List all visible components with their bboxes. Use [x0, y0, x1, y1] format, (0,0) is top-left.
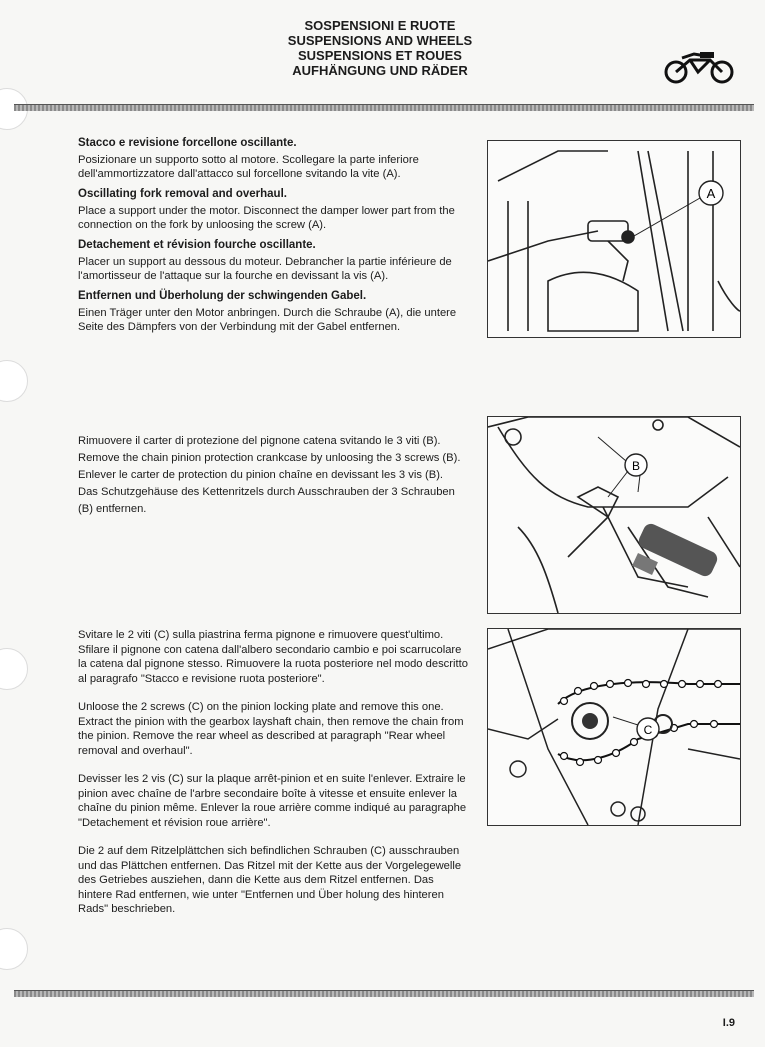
section-pinion-removal — [78, 628, 468, 923]
section-pinion-cover — [78, 433, 468, 518]
title-it: Stacco e revisione forcellone oscillante. — [78, 137, 297, 149]
body-fr: Placer un support au dessous du moteur. Debrancher la partie inférieure de l'amortisseur de l'attaque sur la fourche en devissant la vis (A). — [78, 256, 452, 282]
title-de: Entfernen und Überholung der schwingenden Gabel. — [78, 290, 367, 302]
figure-pinion-chain — [487, 628, 741, 826]
body-en: Place a support under the motor. Disconnect the damper lower part from the connection on the fork by unloosing the screw (A). — [78, 205, 455, 231]
body-en: Unloose the 2 screws (C) on the pinion locking plate and remove this one. Extract the pinion with the gearbox layshaft chain, then remove the chain from the pinion. Remove the rear wheel as described at paragraph "Rear wheel removal and overhaul". — [78, 701, 464, 757]
title-fr: Detachement et révision fourche oscillante. — [78, 239, 316, 251]
binder-hole — [0, 928, 28, 970]
top-rule — [14, 104, 754, 111]
body-fr: Enlever le carter de protection du pinion chaîne en devissant les 3 vis (B). — [78, 469, 444, 481]
figure-damper-screw — [487, 140, 741, 338]
binder-hole — [0, 648, 28, 690]
body-de: Die 2 auf dem Ritzelplättchen sich befindlichen Schrauben (C) ausschrauben und das Plättchen entfernen. Das Ritzel mit der Kette aus der Vorgelegewelle des Getriebes ausziehen, dann die Kette aus dem Ritzel entfernen. Das hintere Rad entfernen, wie unter "Entfernen und Über holung des hinteren Rads" beschrieben. — [78, 845, 462, 915]
motorcycle-icon — [660, 48, 740, 84]
header-title-en: SUSPENSIONS AND WHEELS — [287, 33, 473, 48]
body-en: Remove the chain pinion protection crankcase by unloosing the 3 screws (B). — [78, 452, 461, 464]
label-b: B — [631, 459, 641, 473]
header-title-de: AUFHÄNGUNG UND RÄDER — [292, 63, 468, 78]
figure-pinion-cover — [487, 416, 741, 614]
bottom-rule — [14, 990, 754, 997]
page-number: I.9 — [722, 1017, 735, 1029]
label-c: C — [643, 723, 653, 737]
label-a: A — [706, 186, 716, 201]
body-it: Rimuovere il carter di protezione del pignone catena svitando le 3 viti (B). — [78, 435, 441, 447]
title-en: Oscillating fork removal and overhaul. — [78, 188, 287, 200]
body-de: Einen Träger unter den Motor anbringen. Durch die Schraube (A), die untere Seite des Dämpfers von der Verbindung mit der Gabel entfernen. — [78, 307, 457, 333]
body-it: Svitare le 2 viti (C) sulla piastrina ferma pignone e rimuovere quest'ultimo. Sfilare il pignone con catena dall'albero secondario cambio e poi scarrucolare la catena dal pignone stesso. Rimuovere la ruota posteriore nel modo descritto al paragrafo "Stacco e revisione ruota posteriore". — [78, 629, 468, 685]
page-header — [200, 18, 560, 78]
body-fr: Devisser les 2 vis (C) sur la plaque arrêt-pinion et en suite l'enlever. Extraire le pinion avec chaîne de l'arbre secondaire boîte à vitesse et ensuite enlever la chaîne du pinion même. Enlever la roue arrière comme indiqué au paragraphe "Detachement et révision roue arrière". — [78, 773, 467, 829]
body-it: Posizionare un supporto sotto al motore. Scollegare la parte inferiore dell'ammortizzatore dall'attacco sul forcellone svitando la vite (A). — [78, 154, 419, 180]
header-title-fr: SUSPENSIONS ET ROUES — [298, 48, 462, 63]
body-de: Das Schutzgehäuse des Kettenritzels durch Ausschrauben der 3 Schrauben (B) entfernen. — [78, 486, 455, 515]
binder-hole — [0, 360, 28, 402]
header-title-it: SOSPENSIONI E RUOTE — [304, 18, 456, 33]
section-fork-removal — [78, 136, 468, 340]
